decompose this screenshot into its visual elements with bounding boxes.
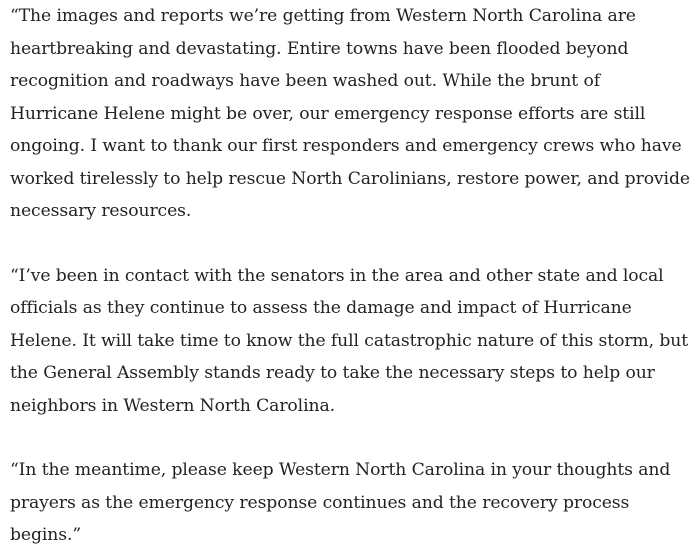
quote-paragraph-1: “The images and reports we’re getting from Western North Carolina are heartbreaking and devastating. Entire towns have been flooded beyond recognition and roadways have been washed out. While the brunt of Hurricane Helene might be over, our emergency response efforts are still ongoing. I want to thank our first responders and emergency crews who have worked tirelessly to help rescue North Carolinians, restore power, and provide necessary resources. — [10, 6, 690, 221]
quote-paragraph-2: “I’ve been in contact with the senators in the area and other state and local officials as they continue to assess the damage and impact of Hurricane Helene. It will take time to know the full catastrophic nature of this storm, but the General Assembly stands ready to take the necessary steps to help our neighbors in Western North Carolina. — [10, 265, 689, 416]
article-body — [10, 0, 693, 552]
quote-paragraph-3: “In the meantime, please keep Western North Carolina in your thoughts and prayers as the emergency response continues and the recovery process begins.” — [10, 460, 671, 545]
